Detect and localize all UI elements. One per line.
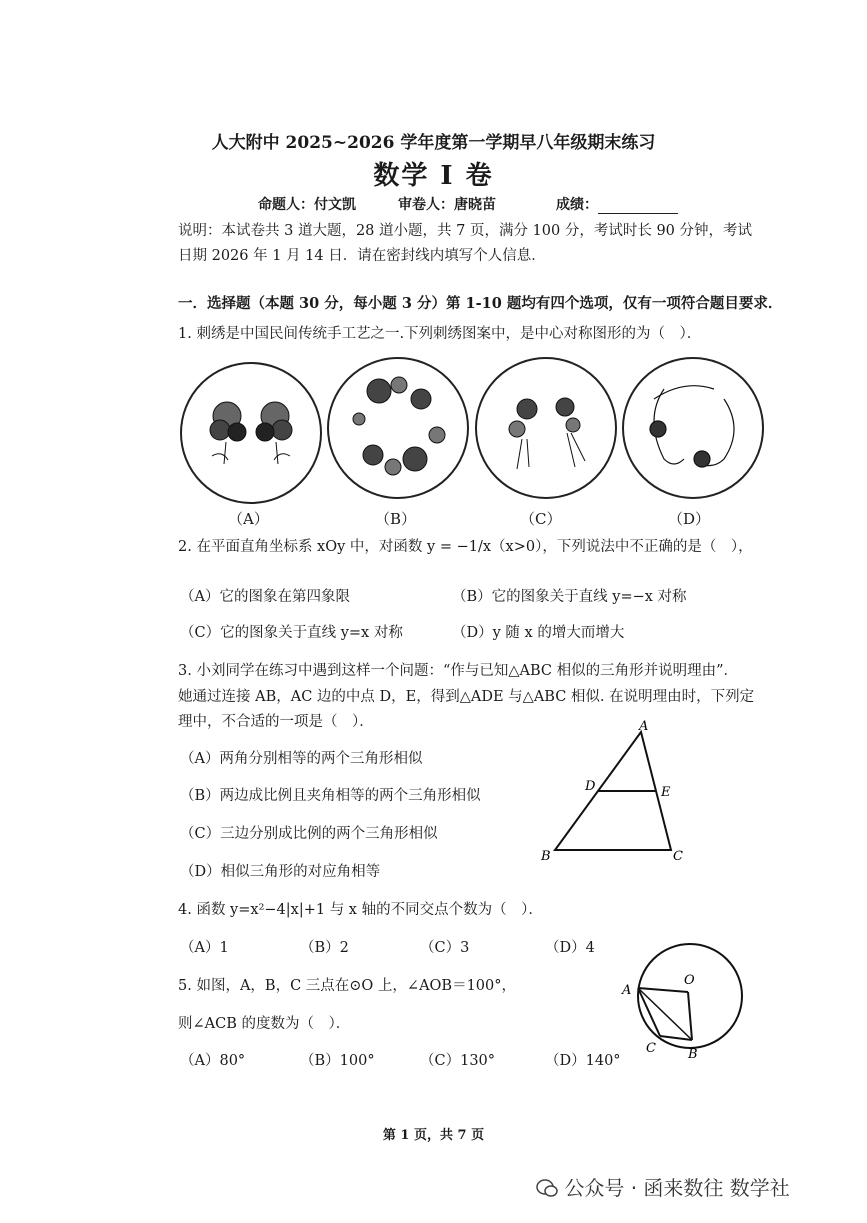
- q5-option-a[interactable]: （A）80°: [180, 1053, 246, 1069]
- q1-label-d: （D）: [668, 510, 711, 528]
- q4-option-c[interactable]: （C）3: [420, 940, 470, 956]
- exam-title: 人大附中 2025~2026 学年度第一学期早八年级期末练习: [211, 133, 656, 153]
- watermark: [536, 1172, 790, 1201]
- wechat-icon: [536, 1178, 558, 1198]
- exam-subtitle: 数学 I 卷: [373, 161, 494, 191]
- segment-ab: [638, 988, 692, 1040]
- score-label: 成绩：: [556, 197, 598, 213]
- q1-option-b-image[interactable]: [327, 357, 469, 499]
- q5-line-1: 5. 如图，A，B，C 三点在⊙O 上，∠AOB＝100°，: [178, 978, 517, 994]
- q5-option-b[interactable]: （B）100°: [300, 1053, 375, 1069]
- q3-option-b[interactable]: （B）两边成比例且夹角相等的两个三角形相似: [180, 788, 481, 804]
- q2-option-d[interactable]: （D）y 随 x 的增大而增大: [452, 625, 625, 641]
- q1-label-b: （B）: [375, 510, 417, 528]
- segment-cb: [660, 1036, 692, 1040]
- q3-label-d: D: [585, 779, 596, 794]
- q1-option-d-image[interactable]: [622, 357, 764, 499]
- reviewer-label: 审卷人：唐晓苗: [398, 197, 496, 213]
- q5-label-c: C: [646, 1041, 656, 1056]
- section-1-heading: 一．选择题（本题 30 分，每小题 3 分）第 1-10 题均有四个选项，仅有一项符合题目要求．: [178, 295, 783, 312]
- q4-option-a[interactable]: （A）1: [180, 940, 229, 956]
- q3-label-e: E: [661, 785, 671, 800]
- flower-wreath-icon: [329, 359, 467, 497]
- q3-triangle-figure: [535, 718, 695, 866]
- q1-label-a: （A）: [228, 510, 269, 528]
- instructions-line-1: 说明：本试卷共 3 道大题，28 道小题，共 7 页，满分 100 分，考试时长 90 分钟，考试: [178, 223, 753, 239]
- watermark-text: 公众号 · 函来数往 数学社: [564, 1176, 790, 1200]
- q5-option-c[interactable]: （C）130°: [420, 1053, 496, 1069]
- q1-option-c-image[interactable]: [475, 357, 617, 499]
- q3-label-b: B: [541, 849, 551, 864]
- score-blank[interactable]: [598, 199, 678, 214]
- q1-label-c: （C）: [520, 510, 562, 528]
- q3-option-d[interactable]: （D）相似三角形的对应角相等: [180, 864, 381, 880]
- segment-oa: [638, 988, 688, 992]
- q2-option-c[interactable]: （C）它的图象关于直线 y=x 对称: [180, 625, 403, 641]
- q2-option-b[interactable]: （B）它的图象关于直线 y=−x 对称: [452, 589, 687, 605]
- phoenix-pair-icon: [624, 359, 762, 497]
- q4-text: 4. 函数 y=x²−4|x|+1 与 x 轴的不同交点个数为（ ）．: [178, 902, 543, 918]
- q5-label-a: A: [622, 983, 632, 998]
- q2-option-a[interactable]: （A）它的图象在第四象限: [180, 589, 350, 605]
- plant-sprays-icon: [477, 359, 615, 497]
- q3-line-1: 3. 小刘同学在练习中遇到这样一个问题：“作与已知△ABC 相似的三角形并说明理由”．: [178, 663, 739, 679]
- instructions-line-2: 日期 2026 年 1 月 14 日．请在密封线内填写个人信息．: [178, 248, 546, 264]
- q5-label-b: B: [688, 1047, 698, 1062]
- q5-line-2: 则∠ACB 的度数为（ ）．: [178, 1016, 351, 1032]
- q3-label-a: A: [639, 719, 649, 734]
- author-label: 命题人：付文凯: [258, 197, 356, 213]
- q2-text: 2. 在平面直角坐标系 xOy 中，对函数 y = −1/x（x>0），下列说法中不正确的是（ ），: [178, 539, 753, 555]
- q3-line-3: 理中，不合适的一项是（ ）．: [178, 714, 374, 730]
- q3-option-c[interactable]: （C）三边分别成比例的两个三角形相似: [180, 826, 438, 842]
- q4-option-b[interactable]: （B）2: [300, 940, 349, 956]
- flower-pair-icon: [182, 364, 320, 502]
- q3-line-2: 她通过连接 AB，AC 边的中点 D，E，得到△ADE 与△ABC 相似. 在说明理由时，下列定: [178, 689, 755, 705]
- page-footer: 第 1 页，共 7 页: [382, 1128, 485, 1143]
- circle-o: [638, 944, 742, 1048]
- q3-label-c: C: [673, 849, 683, 864]
- segment-ob: [688, 992, 692, 1040]
- q3-option-a[interactable]: （A）两角分别相等的两个三角形相似: [180, 751, 423, 767]
- q5-circle-figure: [616, 936, 746, 1064]
- q1-text: 1. 刺绣是中国民间传统手工艺之一.下列刺绣图案中，是中心对称图形的为（ ）．: [178, 326, 702, 342]
- q5-label-o: O: [684, 973, 695, 988]
- score-field[interactable]: [556, 194, 678, 214]
- q5-option-d[interactable]: （D）140°: [545, 1053, 621, 1069]
- q4-option-d[interactable]: （D）4: [545, 940, 595, 956]
- q1-option-a-image[interactable]: [180, 362, 322, 504]
